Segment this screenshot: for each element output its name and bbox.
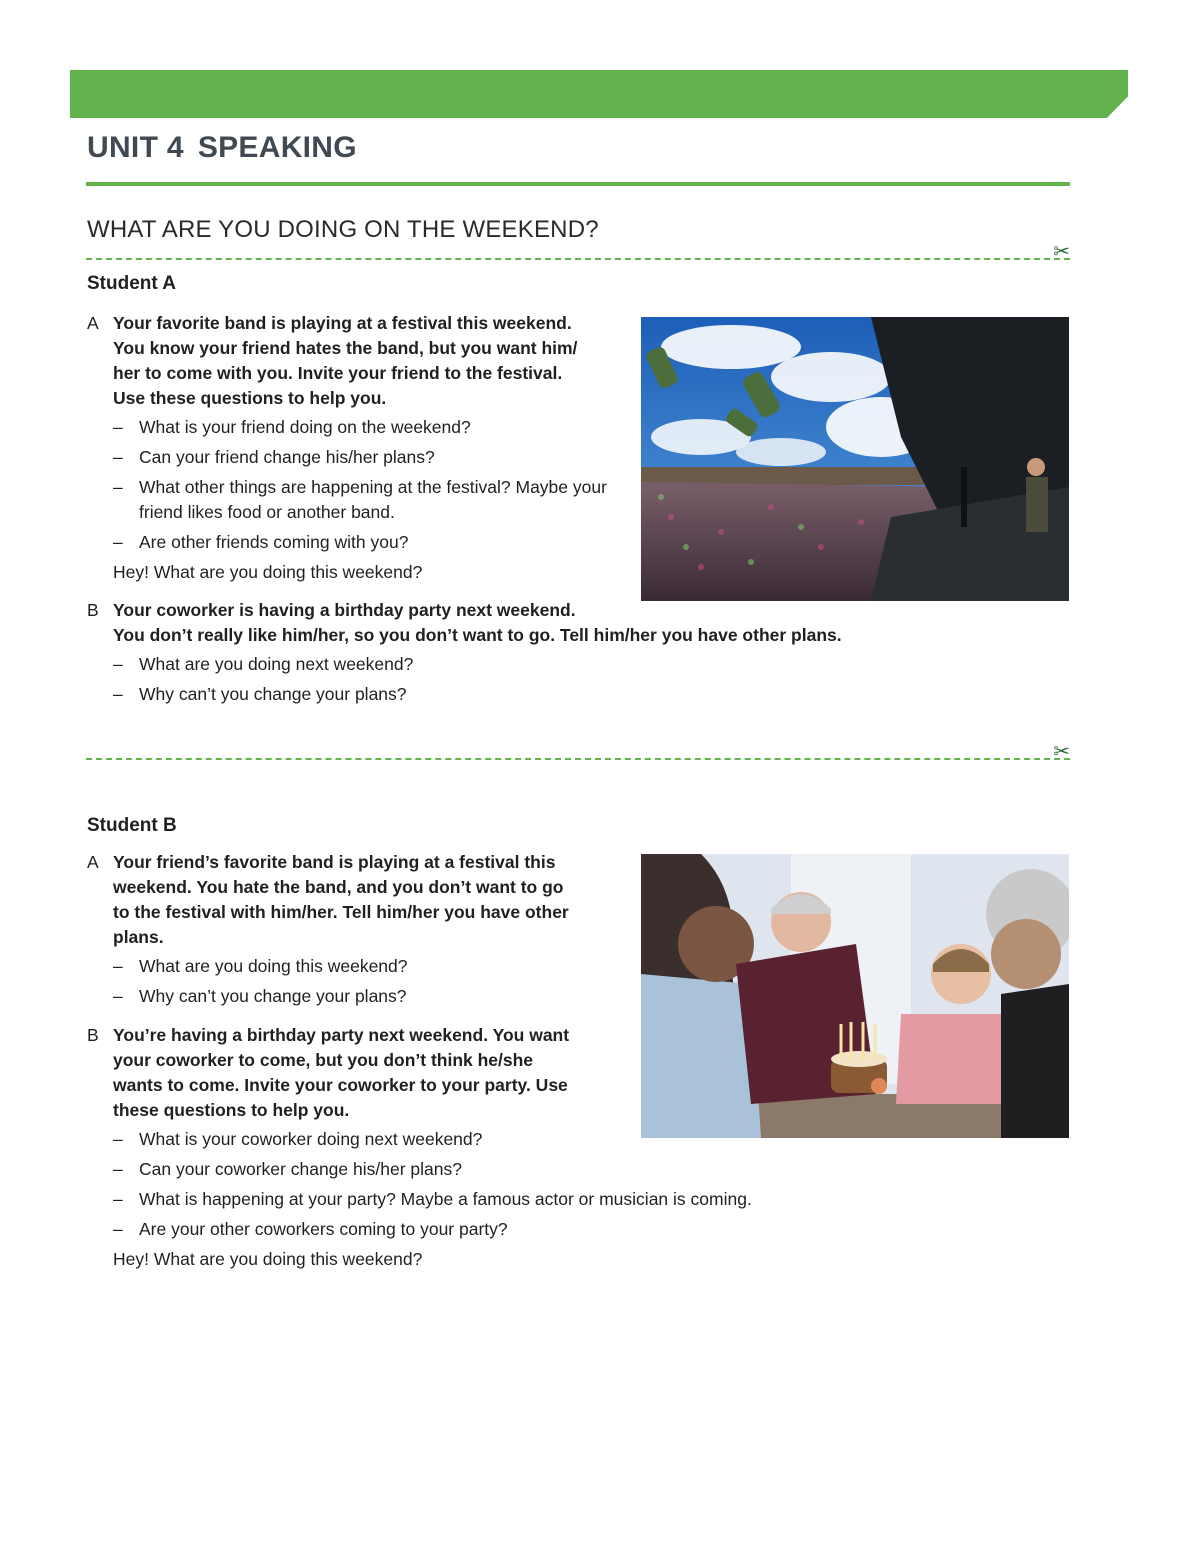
task-lead (87, 1023, 1067, 1123)
section-title: WHAT ARE YOU DOING ON THE WEEKEND? (87, 216, 599, 243)
student-a-label: Student A (87, 273, 177, 294)
dash: – (113, 447, 123, 467)
lead-line: You’re having a birthday party next weekend. You want (113, 1025, 570, 1045)
dash: – (113, 684, 123, 704)
list-item (113, 984, 647, 1009)
unit-topic: SPEAKING (197, 131, 357, 164)
festival-photo (641, 317, 1069, 601)
cut-line-middle (86, 741, 1070, 763)
question-text: Can your friend change his/her plans? (139, 447, 435, 467)
lead-line: Your friend’s favorite band is playing at a festival this (113, 852, 556, 872)
scissors-icon: ✂ (1053, 241, 1070, 263)
question-text: What is your coworker doing next weekend? (139, 1129, 483, 1149)
task-lead (87, 311, 647, 411)
unit-title (87, 131, 357, 165)
dash: – (113, 1159, 123, 1179)
list-item (113, 652, 1067, 677)
question-text: What is your friend doing on the weekend? (139, 417, 471, 437)
lead-line: weekend. You hate the band, and you don’t want to go (113, 877, 564, 897)
lead-line: Use these questions to help you. (113, 388, 387, 408)
list-item (113, 954, 647, 979)
list-item (113, 1187, 1067, 1212)
question-text: Why can’t you change your plans? (139, 986, 407, 1006)
question-text: What are you doing next weekend? (139, 654, 414, 674)
lead-line: your coworker to come, but you don’t think he/she (113, 1050, 534, 1070)
list-item (113, 475, 609, 525)
dash: – (113, 477, 123, 497)
question-text: Are your other coworkers coming to your party? (139, 1219, 508, 1239)
question-text: Can your coworker change his/her plans? (139, 1159, 462, 1179)
lead-line: her to come with you. Invite your friend to the festival. (113, 363, 563, 383)
student-a-task-b (87, 598, 1067, 712)
question-list (87, 415, 647, 555)
dash: – (113, 1189, 123, 1209)
question-list (87, 652, 1067, 707)
dash: – (113, 956, 123, 976)
question-text: Are other friends coming with you? (139, 532, 409, 552)
lead-line: these questions to help you. (113, 1100, 350, 1120)
scissors-icon: ✂ (1053, 741, 1070, 763)
question-list (87, 1127, 1067, 1242)
lead-line: plans. (113, 927, 164, 947)
question-text: Why can’t you change your plans? (139, 684, 407, 704)
lead-line: Your coworker is having a birthday party next weekend. (113, 600, 576, 620)
dash: – (113, 532, 123, 552)
unit-number: UNIT 4 (87, 131, 184, 164)
dash: – (113, 986, 123, 1006)
festival-photo-art (641, 317, 1069, 601)
dash: – (113, 417, 123, 437)
cut-line-top (86, 241, 1070, 263)
task-letter: B (87, 600, 99, 620)
list-item (113, 415, 647, 440)
question-text: What is happening at your party? Maybe a famous actor or musician is coming. (139, 1189, 752, 1209)
dash: – (113, 654, 123, 674)
student-a-task-a (87, 311, 647, 585)
closing-line: Hey! What are you doing this weekend? (113, 1249, 423, 1269)
student-b-task-b (87, 1023, 1067, 1272)
task-lead (87, 850, 647, 950)
lead-line: wants to come. Invite your coworker to your party. Use (113, 1075, 568, 1095)
list-item (113, 445, 647, 470)
question-list (87, 954, 647, 1009)
student-b-task-a (87, 850, 647, 1014)
question-text: What are you doing this weekend? (139, 956, 408, 976)
title-rule (86, 182, 1070, 186)
lead-line: to the festival with him/her. Tell him/her you have other (113, 902, 569, 922)
task-letter: A (87, 852, 99, 872)
list-item (113, 1157, 1067, 1182)
list-item (113, 1217, 1067, 1242)
question-text: What other things are happening at the festival? Maybe your friend likes food or another band. (139, 477, 607, 522)
task-letter: A (87, 313, 99, 333)
task-letter: B (87, 1025, 99, 1045)
list-item (113, 1127, 1067, 1152)
header-band (70, 70, 1128, 118)
dash: – (113, 1129, 123, 1149)
dash: – (113, 1219, 123, 1239)
list-item (113, 530, 647, 555)
list-item (113, 682, 1067, 707)
task-lead (87, 598, 1067, 648)
student-b-label: Student B (87, 815, 177, 836)
lead-line: Your favorite band is playing at a festival this weekend. (113, 313, 572, 333)
lead-line: You know your friend hates the band, but you want him/ (113, 338, 578, 358)
lead-line: You don’t really like him/her, so you don’t want to go. Tell him/her you have other plans. (113, 625, 842, 645)
closing-line: Hey! What are you doing this weekend? (113, 562, 423, 582)
